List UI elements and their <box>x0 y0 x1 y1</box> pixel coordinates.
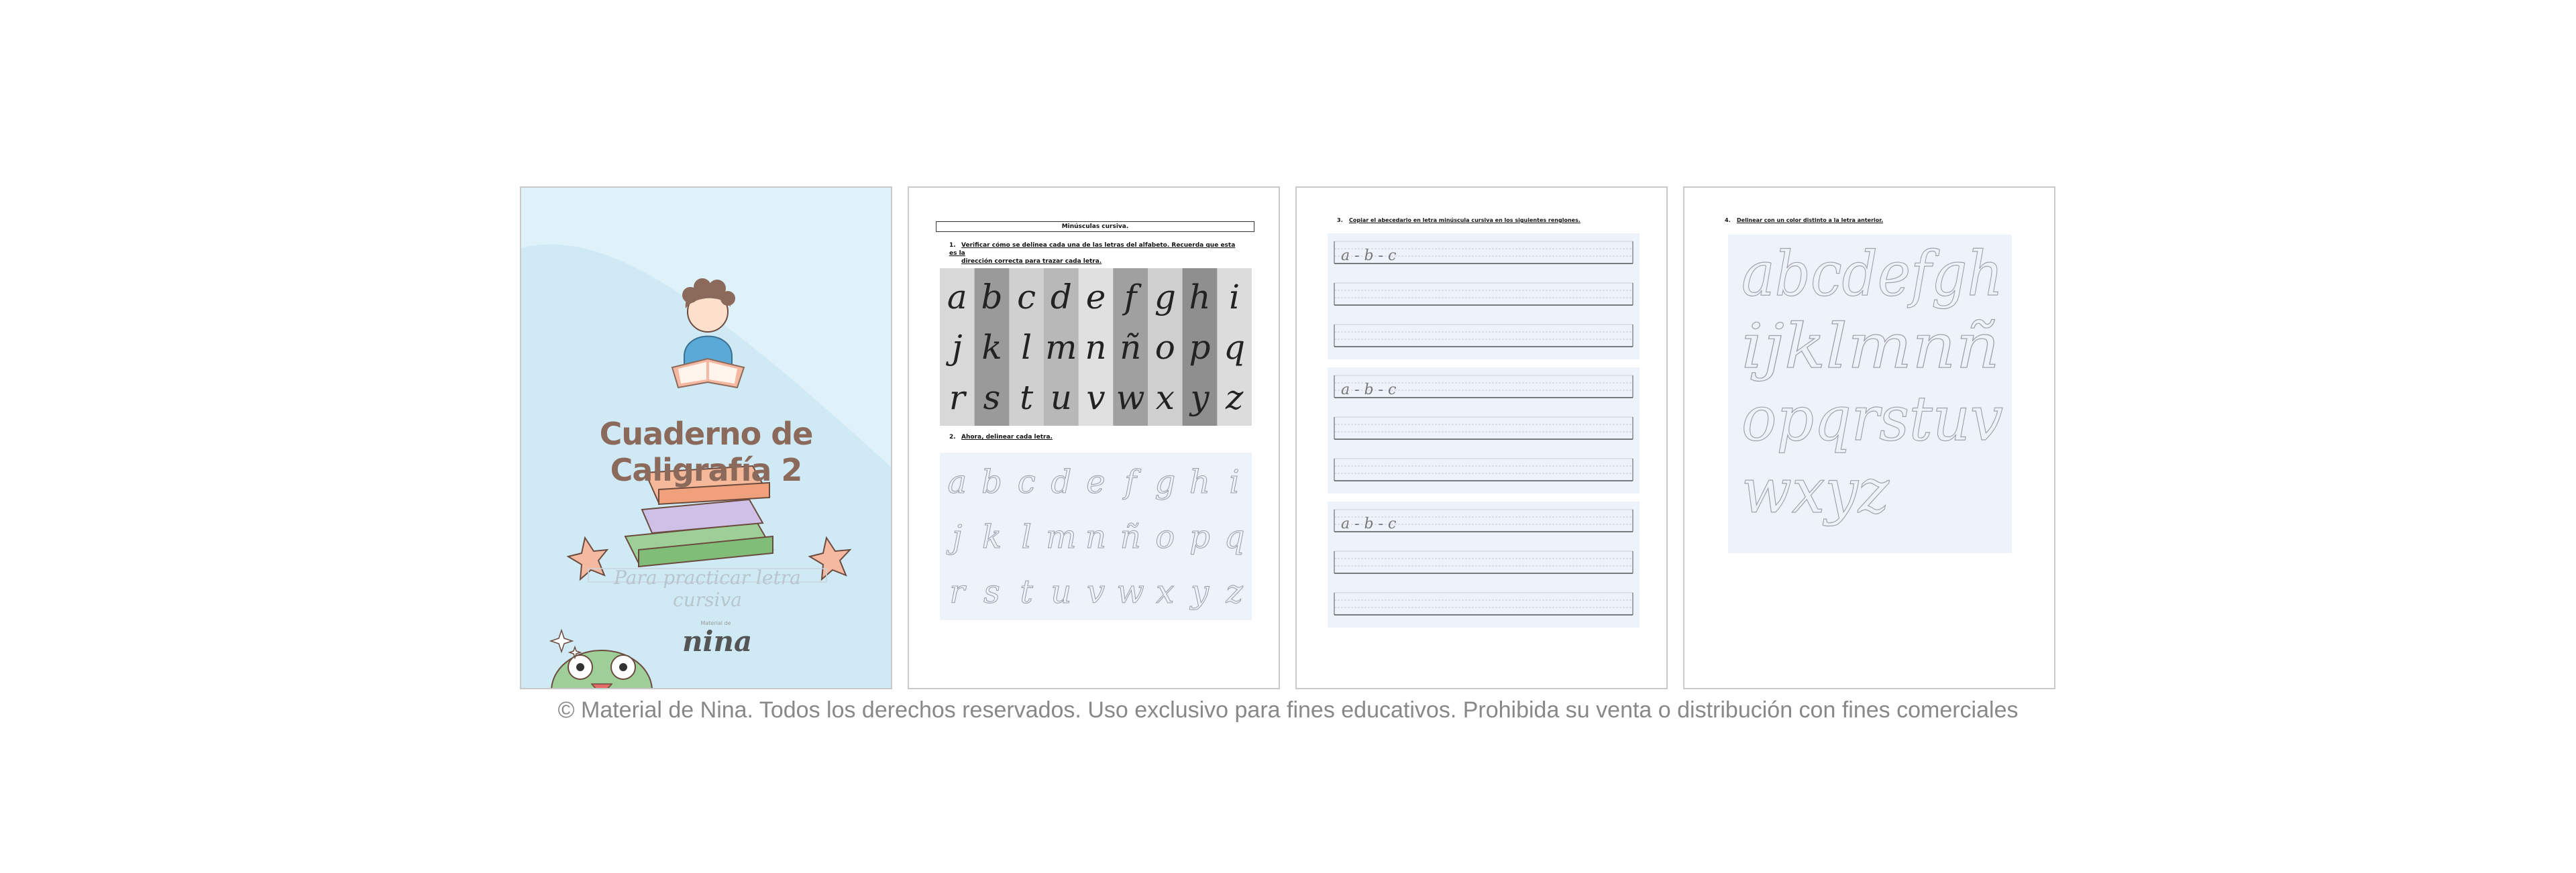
demo-letter: l <box>1021 328 1032 367</box>
trace-letter[interactable]: i <box>1229 463 1240 501</box>
demo-letter: x <box>1155 378 1175 417</box>
trace-letter[interactable]: b <box>981 463 1002 501</box>
trace-letter[interactable]: o <box>1155 518 1175 556</box>
worksheet-page-3[interactable] <box>1683 186 2055 689</box>
demo-letter: w <box>1116 378 1145 417</box>
demo-letter: z <box>1225 378 1244 417</box>
step-3-text: Copiar el abecedario en letra minúscula cursiva en los siguientes renglones. <box>1349 217 1580 223</box>
trace-letter[interactable]: k <box>981 518 1002 556</box>
trace-letter[interactable]: q <box>1224 518 1245 556</box>
trace-alphabet-row[interactable]: opqrstuv <box>1741 383 2003 455</box>
demo-letter: b <box>981 278 1003 316</box>
trace-letter[interactable]: m <box>1046 518 1077 556</box>
trace-letter[interactable]: l <box>1021 518 1032 556</box>
demo-letter: n <box>1085 328 1107 367</box>
copyright-footer: © Material de Nina. Todos los derechos reservados. Uso exclusivo para fines educativos. Prohibida su venta o distribución con fines comerciales <box>557 697 2019 723</box>
step-1-instruction <box>949 241 1244 266</box>
trace-letter[interactable]: p <box>1189 518 1210 556</box>
demo-letter: f <box>1124 278 1137 316</box>
trace-letter[interactable]: x <box>1156 573 1175 611</box>
sample-letters: a - b - c <box>1341 247 1397 264</box>
demo-letter: s <box>983 378 1001 417</box>
demo-letter: y <box>1190 378 1210 417</box>
ruled-block[interactable] <box>1328 502 1640 628</box>
brand-caption: Material de <box>700 620 731 626</box>
trace-letter[interactable]: d <box>1051 463 1072 501</box>
trace-letter[interactable]: h <box>1189 463 1210 501</box>
step-1-line-1: Verificar cómo se delinea cada una de las letras del alfabeto. Recuerda que esta es la <box>949 242 1236 257</box>
demo-letter: h <box>1189 278 1211 316</box>
trace-alphabet-row[interactable]: wxyz <box>1741 455 1890 527</box>
sample-letters: a - b - c <box>1341 382 1397 398</box>
worksheet-title: Minúsculas cursiva. <box>936 221 1254 232</box>
trace-letter[interactable]: y <box>1190 573 1210 611</box>
trace-letter[interactable]: c <box>1017 463 1036 501</box>
trace-letter[interactable]: v <box>1086 573 1106 611</box>
demo-letter: ñ <box>1120 328 1142 367</box>
step-4-instruction <box>1725 217 1883 225</box>
demo-letter: d <box>1050 278 1072 316</box>
worksheet-page-1[interactable] <box>908 186 1280 689</box>
cover-subtitle: Para practicar letra cursiva <box>614 567 801 611</box>
demo-letter: q <box>1224 328 1246 367</box>
trace-alphabet-row[interactable]: abcdefgh <box>1741 238 2003 310</box>
step-2-text: Ahora, delinear cada letra. <box>961 434 1053 441</box>
brand-logo: nina <box>682 625 753 658</box>
stroke-direction-grid <box>940 268 1252 426</box>
step-1-number: 1. <box>949 242 956 249</box>
alphabet-tracing-panel[interactable] <box>1728 235 2012 553</box>
tracing-grid[interactable] <box>940 453 1252 620</box>
step-2-number: 2. <box>949 434 956 441</box>
handwriting-lines[interactable] <box>1328 233 1640 649</box>
step-3-instruction <box>1337 217 1580 225</box>
trace-letter[interactable]: w <box>1116 573 1144 611</box>
sample-letters: a - b - c <box>1341 516 1397 532</box>
demo-letter: v <box>1086 378 1106 417</box>
step-4-text: Delinear con un color distinto a la letra anterior. <box>1737 217 1884 223</box>
trace-letter[interactable]: n <box>1085 518 1106 556</box>
demo-letter: p <box>1189 328 1211 367</box>
demo-letter: j <box>952 328 963 367</box>
worksheet-page-2[interactable] <box>1295 186 1668 689</box>
trace-letter[interactable]: j <box>952 518 963 556</box>
demo-letter: i <box>1229 278 1240 316</box>
trace-letter[interactable]: f <box>1124 463 1137 501</box>
demo-letter: r <box>949 378 965 417</box>
ruled-block[interactable] <box>1328 367 1640 493</box>
cover-page[interactable] <box>520 186 892 689</box>
trace-letter[interactable]: ñ <box>1120 518 1141 556</box>
step-1-line-2: dirección correcta para trazar cada letra. <box>961 258 1102 265</box>
demo-letter: e <box>1085 278 1106 316</box>
trace-letter[interactable]: z <box>1226 573 1243 611</box>
step-2-instruction <box>949 433 1053 441</box>
trace-letter[interactable]: a <box>947 463 967 501</box>
trace-letter[interactable]: s <box>983 573 1000 611</box>
trace-alphabet-row[interactable]: ijklmnñ <box>1741 310 2000 382</box>
demo-letter: a <box>947 278 967 316</box>
demo-letter: o <box>1155 328 1175 367</box>
demo-letter: m <box>1045 328 1077 367</box>
demo-letter: t <box>1020 378 1034 417</box>
step-4-number: 4. <box>1725 217 1731 223</box>
ruled-block[interactable] <box>1328 233 1640 359</box>
trace-letter[interactable]: t <box>1020 573 1033 611</box>
trace-letter[interactable]: r <box>949 573 965 611</box>
trace-letter[interactable]: g <box>1155 463 1176 501</box>
trace-letter[interactable]: u <box>1051 573 1072 611</box>
demo-letter: k <box>981 328 1002 367</box>
cover-title: Cuaderno de Caligrafía 2 <box>599 416 813 488</box>
trace-letter[interactable]: e <box>1086 463 1106 501</box>
demo-letter: u <box>1050 378 1072 417</box>
demo-letter: c <box>1017 278 1036 316</box>
step-3-number: 3. <box>1337 217 1343 223</box>
demo-letter: g <box>1154 278 1176 316</box>
